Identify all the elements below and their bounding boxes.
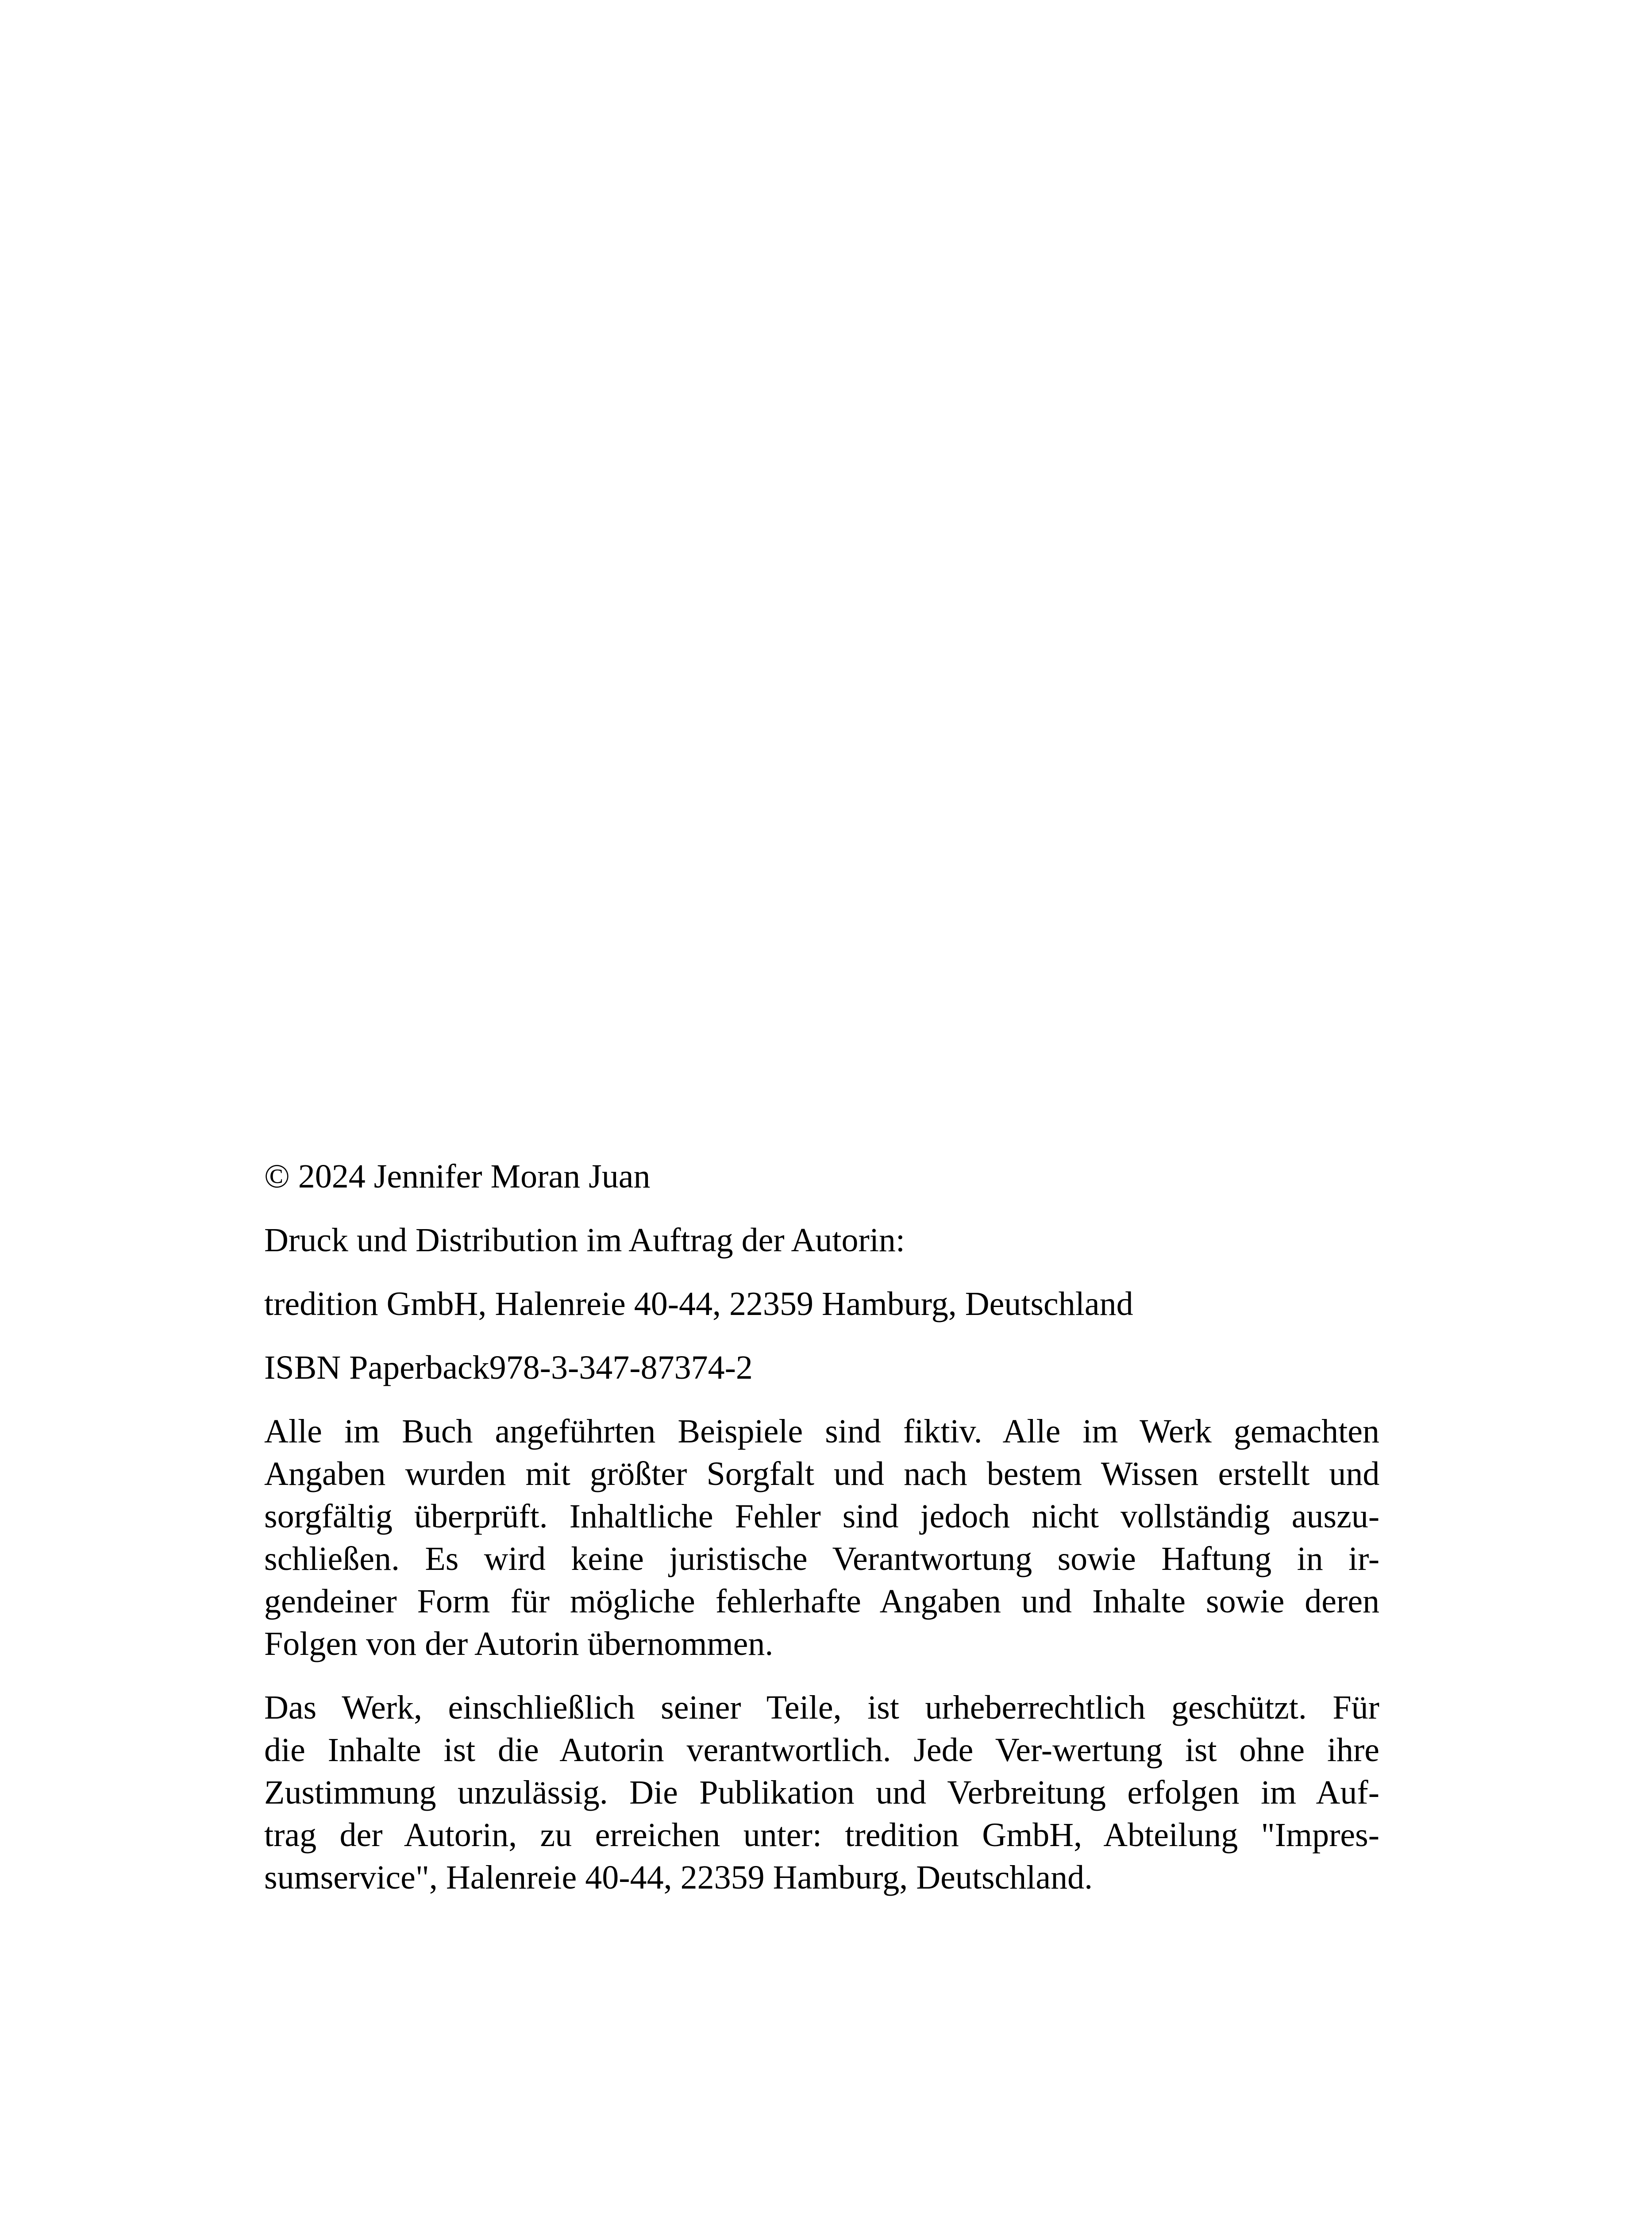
disclaimer-line: schließen. Es wird keine juristische Verantwortung sowie Haftung in ir- xyxy=(264,1540,1379,1577)
copyright-notice-line: trag der Autorin, zu erreichen unter: tredition GmbH, Abteilung "Impres- xyxy=(264,1816,1379,1854)
disclaimer-line: Angaben wurden mit größter Sorgfalt und nach bestem Wissen erstellt und xyxy=(264,1455,1379,1492)
disclaimer-line: Folgen von der Autorin übernommen. xyxy=(264,1625,774,1662)
publisher-address-line: tredition GmbH, Halenreie 40-44, 22359 Hamburg, Deutschland xyxy=(264,1285,1133,1322)
print-distribution-line: Druck und Distribution im Auftrag der Autorin: xyxy=(264,1222,905,1259)
imprint-block xyxy=(264,1155,1379,1920)
copyright-notice-line: sumservice", Halenreie 40-44, 22359 Hamburg, Deutschland. xyxy=(264,1859,1093,1896)
disclaimer-line: Alle im Buch angeführten Beispiele sind fiktiv. Alle im Werk gemachten xyxy=(264,1413,1379,1450)
disclaimer-line: gendeiner Form für mögliche fehlerhafte Angaben und Inhalte sowie deren xyxy=(264,1583,1379,1620)
copyright-notice-line: Das Werk, einschließlich seiner Teile, ist urheberrechtlich geschützt. Für xyxy=(264,1689,1379,1726)
disclaimer-line: sorgfältig überprüft. Inhaltliche Fehler sind jedoch nicht vollständig auszu- xyxy=(264,1498,1379,1535)
isbn-line: ISBN Paperback978-3-347-87374-2 xyxy=(264,1349,753,1386)
copyright-line: © 2024 Jennifer Moran Juan xyxy=(264,1158,651,1195)
copyright-notice-paragraph xyxy=(264,1686,1379,1899)
disclaimer-paragraph xyxy=(264,1410,1379,1665)
copyright-notice-line: Zustimmung unzulässig. Die Publikation und Verbreitung erfolgen im Auf- xyxy=(264,1774,1379,1811)
copyright-notice-line: die Inhalte ist die Autorin verantwortlich. Jede Ver-wertung ist ohne ihre xyxy=(264,1731,1379,1769)
